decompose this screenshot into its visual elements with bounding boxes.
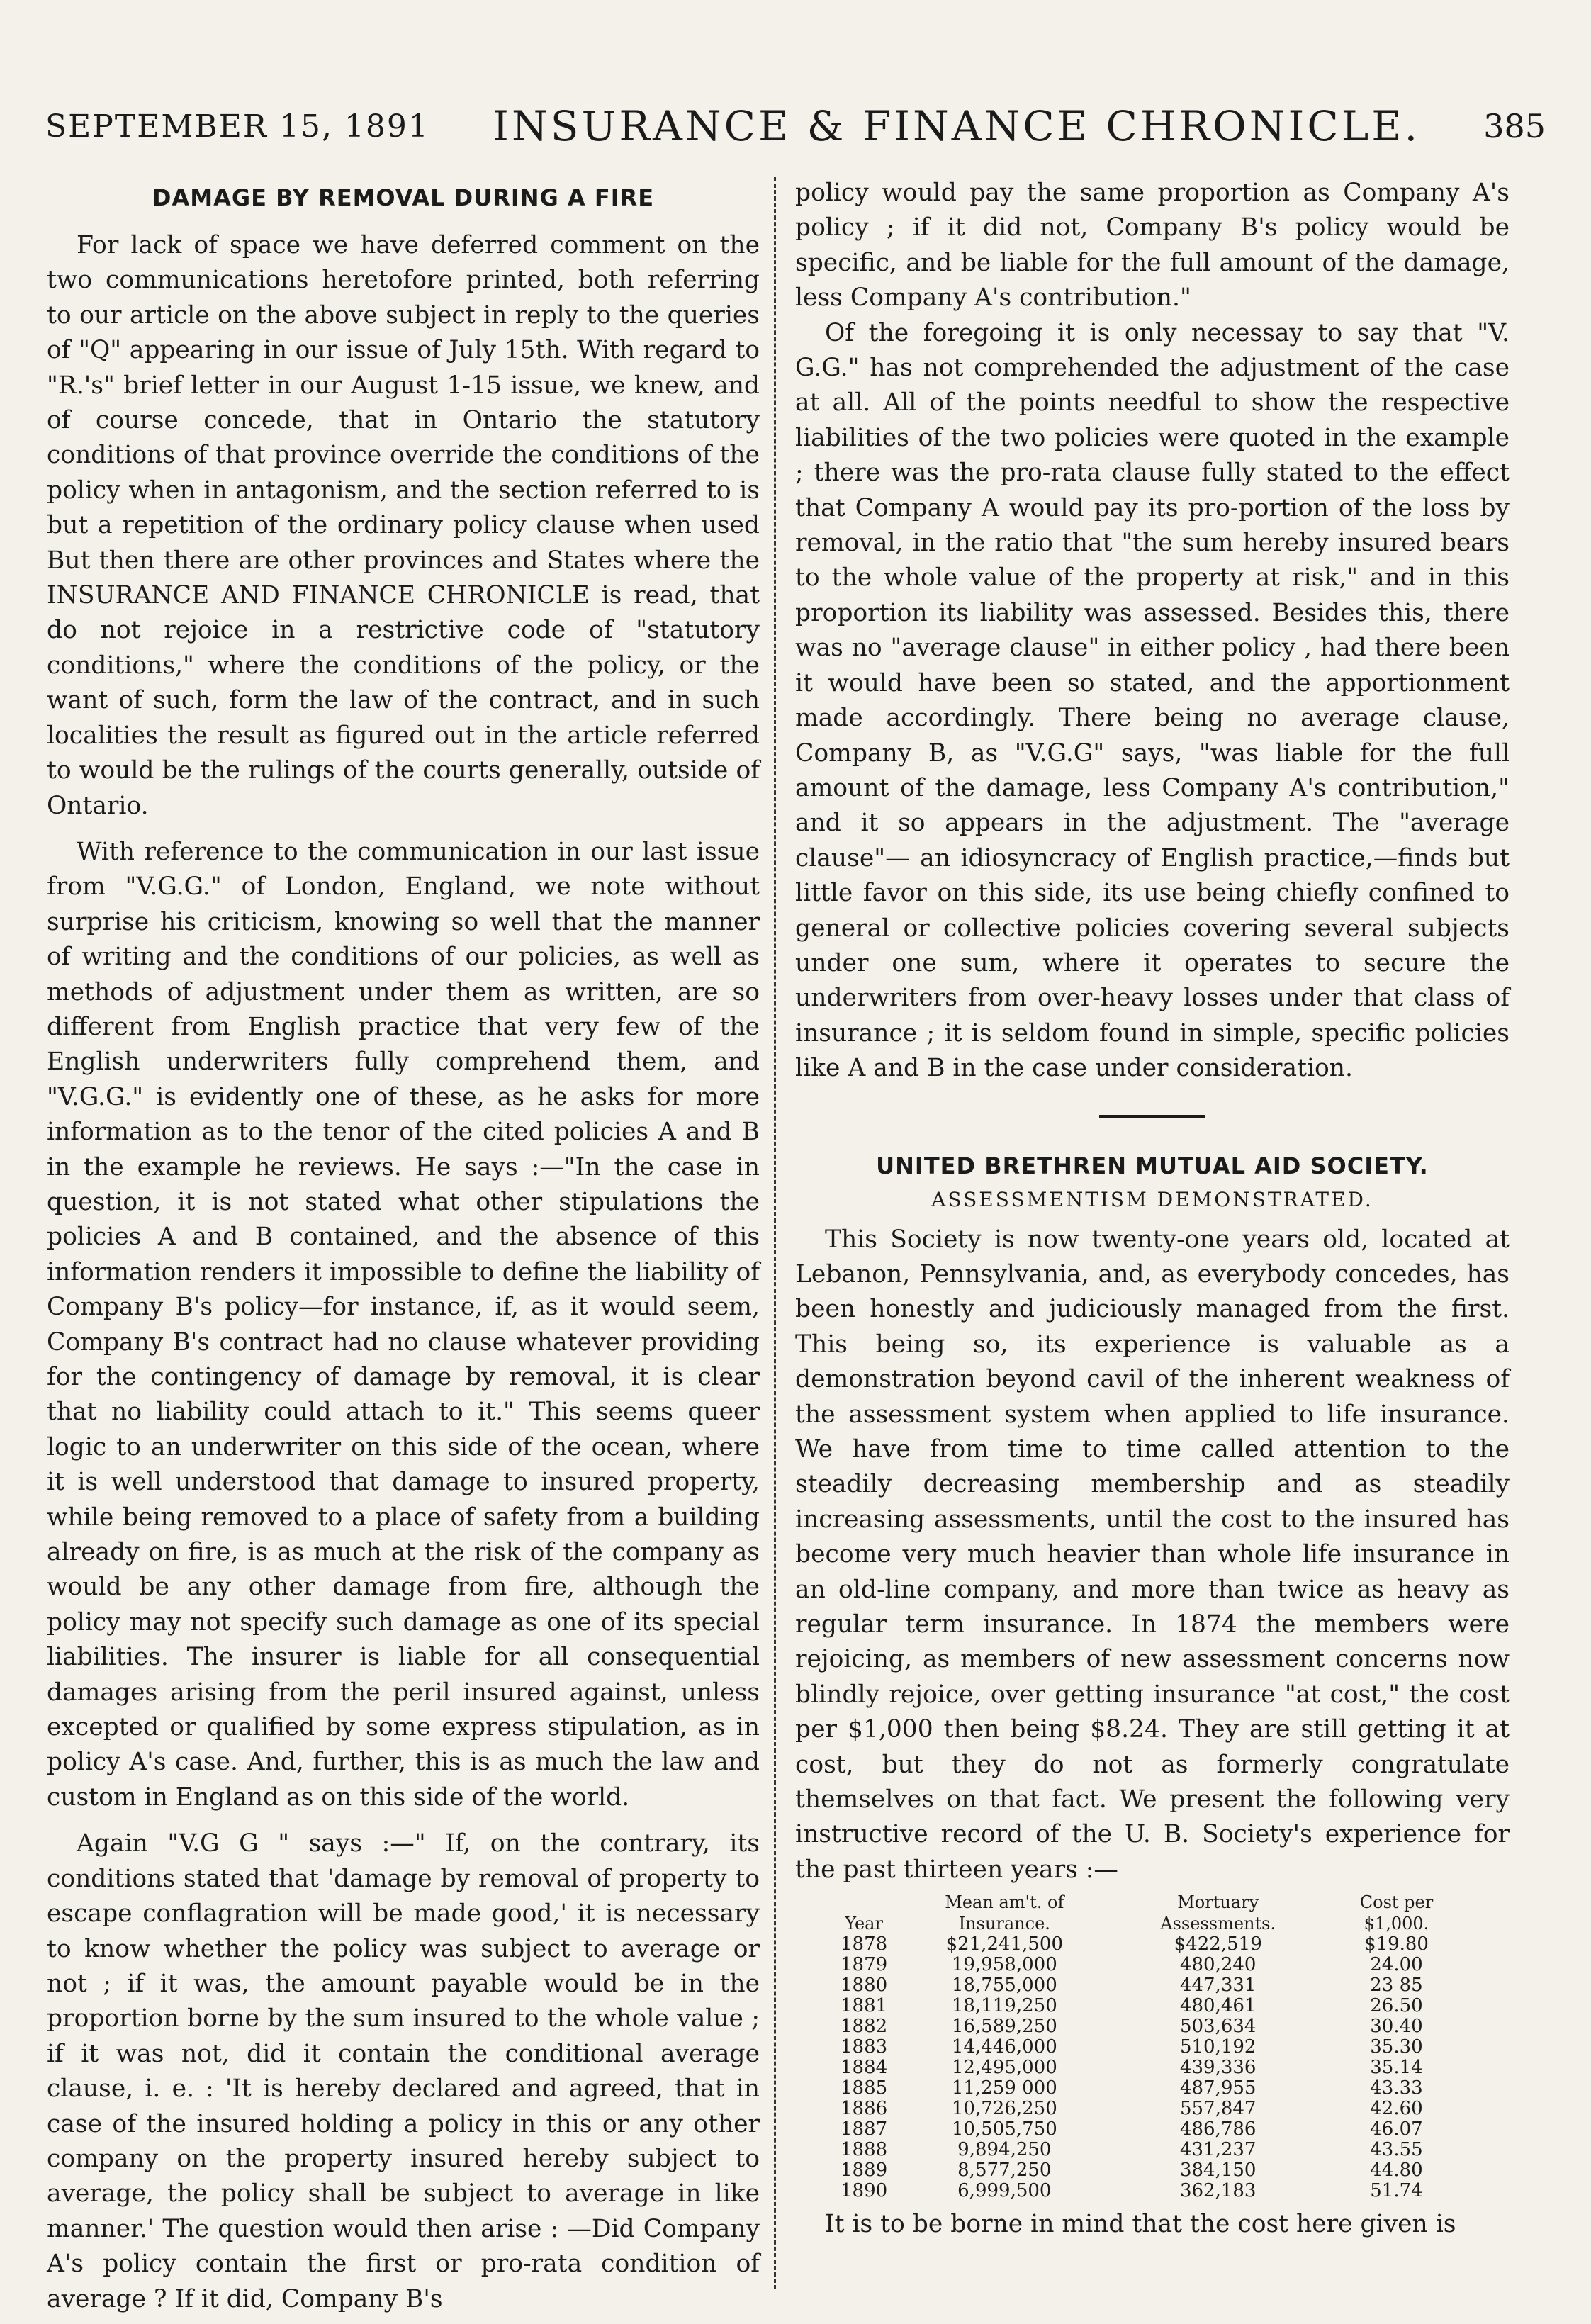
section-rule bbox=[1099, 1115, 1205, 1118]
table-row bbox=[833, 2181, 1471, 2201]
table-cell: 18,119,250 bbox=[951, 1995, 1057, 2017]
table-cell: $19.80 bbox=[1364, 1933, 1429, 1955]
table-cell: 12,495,000 bbox=[951, 2057, 1057, 2079]
column-header-year: Year bbox=[845, 1914, 883, 1934]
table-row bbox=[833, 2119, 1471, 2140]
table-row bbox=[833, 2099, 1471, 2119]
table-cell: 43.55 bbox=[1370, 2139, 1423, 2161]
table-cell: 486,786 bbox=[1179, 2118, 1257, 2140]
publication-title: INSURANCE & FINANCE CHRONICLE. bbox=[493, 102, 1421, 150]
table-cell: 43.33 bbox=[1370, 2077, 1423, 2099]
table-cell: 480,240 bbox=[1179, 1954, 1257, 1976]
column-header-mean-insurance: Mean am't. of Insurance. bbox=[945, 1892, 1064, 1934]
column-divider bbox=[774, 177, 776, 2289]
table-cell: 1890 bbox=[841, 2180, 888, 2202]
table-cell: 1887 bbox=[841, 2118, 888, 2140]
column-header-mortuary-assessments: Mortuary Assessments. bbox=[1160, 1892, 1276, 1934]
table-cell: 439,336 bbox=[1179, 2057, 1257, 2079]
table-cell: 18,755,000 bbox=[951, 1975, 1057, 1997]
table-cell: 503,634 bbox=[1179, 2016, 1257, 2038]
table-cell: 1879 bbox=[841, 1954, 888, 1976]
article-paragraph: It is to be borne in mind that the cost here given is bbox=[825, 2210, 1456, 2239]
article-title-damage-by-removal: DAMAGE BY REMOVAL DURING A FIRE bbox=[152, 184, 655, 211]
table-header-row bbox=[833, 1892, 1471, 1934]
article-paragraph: policy would pay the same proportion as Company A's policy ; if it did not, Company B's policy would be specific, and be liable for the full amount of the damage, less Company A's contribution." bbox=[795, 179, 1510, 313]
issue-date: SEPTEMBER 15, 1891 bbox=[45, 108, 429, 145]
table-row bbox=[833, 1996, 1471, 2016]
table-cell: 44.80 bbox=[1370, 2160, 1423, 2182]
table-cell: 8,577,250 bbox=[957, 2160, 1052, 2182]
table-cell: 431,237 bbox=[1179, 2139, 1257, 2161]
society-experience-table bbox=[833, 1892, 1471, 2201]
left-column bbox=[47, 176, 760, 2317]
table-cell: 24.00 bbox=[1370, 1954, 1423, 1976]
article-paragraph: Of the foregoing it is only necessay to say that "V. G.G." has not comprehended the adjustment of the case at all. All of the points needful to show the respective liabilities of the two policies were quoted in the example ; there was the pro-rata clause fully stated to the effect that Company A would pay its pro-portion of the loss by removal, in the ratio that "the sum hereby insured bears to the whole value of the property at risk," and in this proportion its liability was assessed. Besides this, there was no "average clause" in either policy , had there been it would have been so stated, and the apportionment made accordingly. There being no average clause, Company B, as "V.G.G" says, "was liable for the full amount of the damage, less Company A's contribution," and it so appears in the adjustment. The "average clause"— an idiosyncracy of English practice,—finds but little favor on this side, its use being chiefly confined to general or collective policies covering several subjects under one sum, where it operates to secure the underwriters from over-heavy losses under that class of insurance ; it is seldom found in simple, specific policies like A and B in the case under consideration. bbox=[795, 318, 1510, 1083]
table-cell: 1883 bbox=[841, 2036, 888, 2058]
table-cell: 42.60 bbox=[1370, 2098, 1423, 2120]
table-cell: 1878 bbox=[841, 1933, 888, 1955]
table-cell: 26.50 bbox=[1370, 1995, 1423, 2017]
table-cell: 51.74 bbox=[1370, 2180, 1423, 2202]
table-row bbox=[833, 2140, 1471, 2160]
table-cell: 1880 bbox=[841, 1975, 888, 1997]
table-body bbox=[833, 1934, 1471, 2201]
table-cell: 9,894,250 bbox=[957, 2139, 1052, 2161]
column-header-cost-per-thousand: Cost per $1,000. bbox=[1359, 1892, 1434, 1934]
table-cell: 30.40 bbox=[1370, 2016, 1423, 2038]
table-cell: 10,505,750 bbox=[951, 2118, 1057, 2140]
page-number: 385 bbox=[1483, 107, 1546, 145]
table-cell: 23 85 bbox=[1370, 1975, 1423, 1997]
table-row bbox=[833, 2058, 1471, 2078]
table-cell: 35.30 bbox=[1370, 2036, 1423, 2058]
table-cell: 1888 bbox=[841, 2139, 888, 2161]
table-cell: 1882 bbox=[841, 2016, 888, 2038]
table-cell: 487,955 bbox=[1179, 2077, 1257, 2099]
table-cell: 1884 bbox=[841, 2057, 888, 2079]
table-cell: 1885 bbox=[841, 2077, 888, 2099]
table-row bbox=[833, 2016, 1471, 2037]
table-row bbox=[833, 2078, 1471, 2099]
article-paragraph: Again "V.G G " says :—" If, on the contrary, its conditions stated that 'damage by removal of property to escape conflagration will be made good,' it is necessary to know whether the policy was subject to average or not ; if it was, the amount payable would be in the proportion borne by the sum insured to the whole value ; if it was not, did it contain the conditional average clause, i. e. : 'It is hereby declared and agreed, that in case of the insured holding a policy in this or any other company on the property insured hereby subject to average, the policy shall be subject to average in like manner.' The question would then arise : —Did Company A's policy contain the first or pro-rata condition of average ? If it did, Company B's bbox=[47, 1829, 760, 2313]
page-header bbox=[45, 98, 1546, 155]
article-paragraph: For lack of space we have deferred comment on the two communications heretofore printed, both referring to our article on the above subject in reply to the queries of "Q" appearing in our issue of July 15th. With regard to "R.'s" brief letter in our August 1-15 issue, we knew, and of course concede, that in Ontario the statutory conditions of that province override the conditions of the policy when in antagonism, and the section referred to is but a repetition of the ordinary policy clause when used But then there are other provinces and States where the INSURANCE AND FINANCE CHRONICLE is read, that do not rejoice in a restrictive code of "statutory conditions," where the conditions of the policy, or the want of such, form the law of the contract, and in such localities the result as figured out in the article referred to would be the rulings of the courts generally, outside of Ontario. bbox=[47, 231, 760, 820]
table-cell: 1886 bbox=[841, 2098, 888, 2120]
table-cell: 35.14 bbox=[1370, 2057, 1423, 2079]
article-paragraph: With reference to the communication in our last issue from "V.G.G." of London, England, we note without surprise his criticism, knowing so well that the manner of writing and the conditions of our policies, as well as methods of adjustment under them as written, are so different from English practice that very few of the English underwriters fully comprehend them, and "V.G.G." is evidently one of these, as he asks for more information as to the tenor of the cited policies A and B in the example he reviews. He says :—"In the case in question, it is not stated what other stipulations the policies A and B contained, and the absence of this information renders it impossible to define the liability of Company B's policy—for instance, if, as it would seem, Company B's contract had no clause whatever providing for the contingency of damage by removal, it is clear that no liability could attach to it." This seems queer logic to an underwriter on this side of the ocean, where it is well understood that damage to insured property, while being removed to a place of safety from a building already on fire, is as much at the risk of the company as would be any other damage from fire, although the policy may not specify such damage as one of its special liabilities. The insurer is liable for all consequential damages arising from the peril insured against, unless excepted or qualified by some express stipulation, as in policy A's case. And, further, this is as much the law and custom in England as on this side of the world. bbox=[47, 837, 760, 1812]
table-row bbox=[833, 2037, 1471, 2058]
table-cell: 14,446,000 bbox=[951, 2036, 1057, 2058]
table-row bbox=[833, 1955, 1471, 1975]
table-cell: 447,331 bbox=[1179, 1975, 1257, 1997]
table-cell: $21,241,500 bbox=[945, 1933, 1064, 1955]
table-cell: $422,519 bbox=[1174, 1933, 1262, 1955]
table-cell: 1889 bbox=[841, 2160, 888, 2182]
table-cell: 362,183 bbox=[1179, 2180, 1257, 2202]
table-cell: 16,589,250 bbox=[951, 2016, 1057, 2038]
table-row bbox=[833, 2160, 1471, 2181]
article-title-united-brethren: UNITED BRETHREN MUTUAL AID SOCIETY. bbox=[876, 1152, 1429, 1179]
article-paragraph: This Society is now twenty-one years old, located at Lebanon, Pennsylvania, and, as everybody concedes, has been honestly and judiciously managed from the first. This being so, its experience is valuable as a demonstration beyond cavil of the inherent weakness of the assessment system when applied to life insurance. We have from time to time called attention to the steadily decreasing membership and as steadily increasing assessments, until the cost to the insured has become very much heavier than whole life insurance in an old-line company, and more than twice as heavy as regular term insurance. In 1874 the members were rejoicing, as members of new assessment concerns now blindly rejoice, over getting insurance "at cost," the cost per $1,000 then being $8.24. They are still getting it at cost, but they do not as formerly congratulate themselves on that fact. We present the following very instructive record of the U. B. Society's experience for the past thirteen years :— bbox=[795, 1225, 1510, 1884]
table-cell: 10,726,250 bbox=[951, 2098, 1057, 2120]
table-cell: 6,999,500 bbox=[957, 2180, 1052, 2202]
table-cell: 19,958,000 bbox=[951, 1954, 1057, 1976]
table-cell: 11,259 000 bbox=[951, 2077, 1057, 2099]
table-cell: 510,192 bbox=[1179, 2036, 1257, 2058]
table-row bbox=[833, 1975, 1471, 1996]
right-column bbox=[795, 176, 1510, 2242]
article-subtitle: ASSESSMENTISM DEMONSTRATED. bbox=[931, 1187, 1373, 1211]
table-cell: 557,847 bbox=[1179, 2098, 1257, 2120]
table-cell: 384,150 bbox=[1179, 2160, 1257, 2182]
table-cell: 46.07 bbox=[1370, 2118, 1423, 2140]
table-cell: 480,461 bbox=[1179, 1995, 1257, 2017]
table-cell: 1881 bbox=[841, 1995, 888, 2017]
table-row bbox=[833, 1934, 1471, 1955]
